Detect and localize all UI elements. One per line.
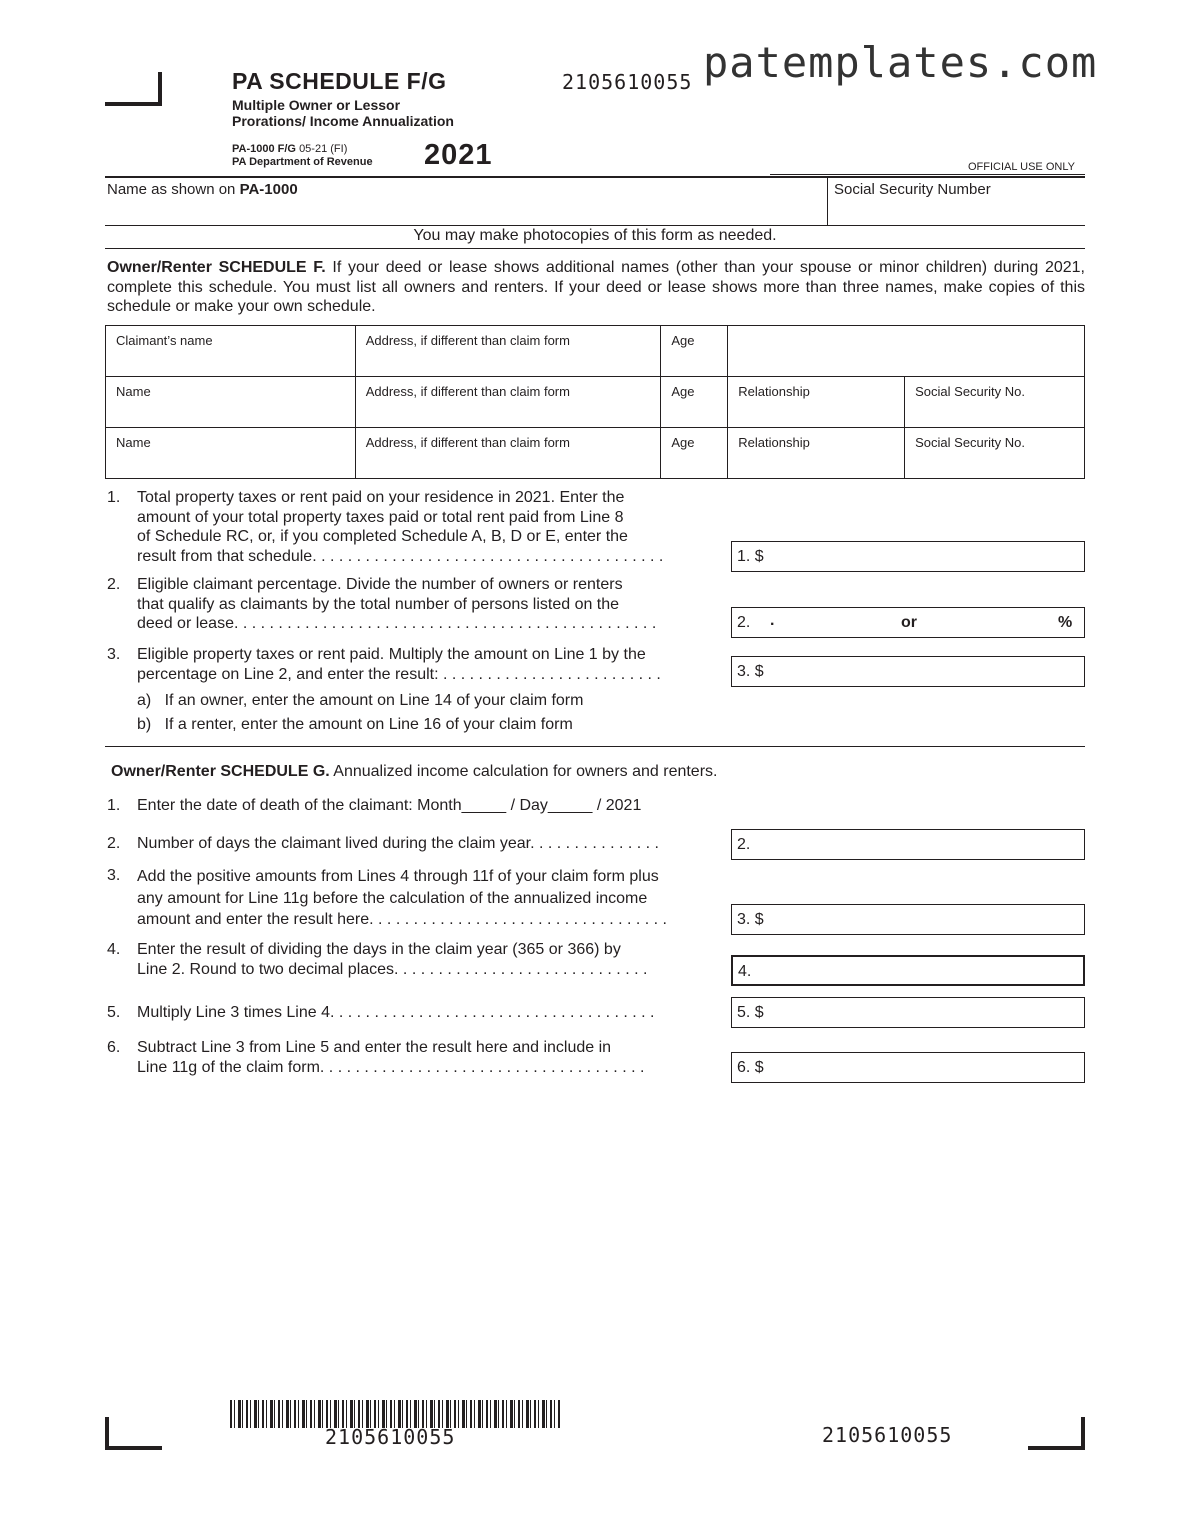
name-field[interactable] [105,200,827,225]
official-use-label: OFFICIAL USE ONLY [968,161,1075,173]
ssn-field-label: Social Security Number [834,181,991,198]
or-label: or [901,614,917,631]
claimant-name-cell[interactable]: Claimant’s name [106,326,356,377]
form-code-date: 05-21 (FI) [299,143,348,155]
watermark-text: patemplates.com [703,38,1098,87]
schedule-g-heading: Owner/Renter SCHEDULE G. [111,763,330,780]
schedule-f-intro [107,258,1085,317]
owner-relationship-cell[interactable]: Relationship [728,428,905,479]
schedule-f-line-1-field[interactable] [731,541,1085,572]
line-text: any amount for Line 11g before the calculation of the annualized income [137,889,648,907]
line-text: that qualify as claimants by the total number of persons listed on the [137,595,620,613]
line-number: 3. [107,646,121,663]
line-number: 6. [107,1039,121,1056]
form-subtitle-1: Multiple Owner or Lessor [232,97,401,113]
name-field-label [107,181,298,198]
line-text: result from that schedule. . . . . . . . . . . . . . . . . . . . . . . . . . . . . . . . . . . . . . . . [137,547,664,565]
divider [105,746,1085,747]
schedule-g-line-2-field[interactable] [731,829,1085,860]
claimant-age-cell[interactable]: Age [661,326,728,377]
owner-ssn-cell[interactable]: Social Security No. [905,428,1085,479]
doc-number-bottom: 2105610055 [822,1423,953,1447]
line-text: deed or lease. . . . . . . . . . . . . . . . . . . . . . . . . . . . . . . . . . . . . . . . . . . . . . . . [137,615,657,632]
form-subtitle-2: Prorations/ Income Annualization [232,113,454,129]
line-text: Multiply Line 3 times Line 4. . . . . . . . . . . . . . . . . . . . . . . . . . . . . . . . . . . . . [137,1004,655,1021]
field-label: 5. $ [737,1004,764,1021]
field-label: 1. $ [737,548,764,565]
name-label-prefix: Name as shown on [107,181,240,198]
line-number: 2. [107,835,121,852]
schedule-g-intro [111,762,717,782]
barcode-number: 2105610055 [325,1425,456,1449]
schedule-g-line-5-field[interactable] [731,997,1085,1028]
divider [105,248,1085,249]
owner-age-cell[interactable]: Age [661,428,728,479]
line-text: Enter the result of dividing the days in the claim year (365 or 366) by [137,941,621,958]
line-text: Number of days the claimant lived during the claim year. . . . . . . . . . . . . . . [137,835,659,852]
line-text: amount and enter the result here. . . . . . . . . . . . . . . . . . . . . . . . . . . . . . . . . . [137,911,667,928]
line-text: amount of your total property taxes paid or total rent paid from Line 8 [137,508,624,526]
line-text: Eligible property taxes or rent paid. Multiply the amount on Line 1 by the [137,646,646,663]
table-row [106,326,1085,377]
table-row [106,377,1085,428]
schedule-f-line-3-field[interactable] [731,656,1085,687]
decimal-point: . [770,612,775,629]
name-label-bold: PA-1000 [239,181,298,198]
barcode [230,1400,560,1428]
owner-address-cell[interactable]: Address, if different than claim form [355,428,661,479]
line-number: 1. [107,489,121,506]
schedule-g-line-3-field[interactable] [731,904,1085,935]
line-text: Total property taxes or rent paid on your residence in 2021. Enter the [137,489,625,506]
corner-mark-bottom-left [105,1417,162,1450]
photocopy-note: You may make photocopies of this form as needed. [413,227,777,244]
schedule-g-intro-text: Annualized income calculation for owners and renters. [329,763,718,780]
form-year: 2021 [424,139,493,171]
line-number: 2. [107,576,121,593]
divider [105,225,1085,226]
form-code-id: PA-1000 F/G [232,143,296,155]
claimant-address-cell[interactable]: Address, if different than claim form [355,326,661,377]
schedule-f-heading: Owner/Renter SCHEDULE F. [107,259,326,276]
field-label: 3. $ [737,911,764,928]
schedule-f-intro-text: If your deed or lease shows additional names (other than your spouse or minor children) during 2021, complete this schedule. You must list all owners and renters. If your deed or lease shows more than three names, make copies of this schedule or make your own schedule. [107,259,1086,315]
ssn-field[interactable] [829,200,1085,225]
line-text[interactable]: Enter the date of death of the claimant: Month_____ / Day_____ / 2021 [137,797,642,814]
line-number: 3. [107,867,121,884]
line-text: Subtract Line 3 from Line 5 and enter the result here and include in [137,1039,612,1056]
line-number: 4. [107,941,121,958]
schedule-f-sub-a: a) If an owner, enter the amount on Line 14 of your claim form [137,692,584,709]
doc-number-top: 2105610055 [562,70,693,94]
owners-table [105,325,1085,479]
corner-mark-bottom-right [1028,1417,1085,1450]
owner-name-cell[interactable]: Name [106,428,356,479]
field-label: 2. [737,614,751,631]
line-text: of Schedule RC, or, if you completed Schedule A, B, D or E, enter the [137,528,628,545]
field-label: 2. [737,836,751,853]
form-title: PA SCHEDULE F/G [232,68,447,94]
owner-address-cell[interactable]: Address, if different than claim form [355,377,661,428]
owner-name-cell[interactable]: Name [106,377,356,428]
corner-mark-top-left [105,72,162,106]
owner-relationship-cell[interactable]: Relationship [728,377,905,428]
line-text: Line 11g of the claim form. . . . . . . . . . . . . . . . . . . . . . . . . . . . . . . . . . . . . [137,1058,645,1076]
line-text: Line 2. Round to two decimal places. . . . . . . . . . . . . . . . . . . . . . . . . . . . . [137,960,648,978]
official-use-line [770,174,1085,175]
owner-ssn-cell[interactable]: Social Security No. [905,377,1085,428]
line-number: 5. [107,1004,121,1021]
form-code [232,143,347,156]
line-text: percentage on Line 2, and enter the result: . . . . . . . . . . . . . . . . . . . . . . . . . [137,665,661,683]
divider [105,176,1085,178]
schedule-f-line-2-field[interactable] [731,607,1085,638]
blank-cell [728,326,1085,377]
percent-sign: % [1058,614,1073,631]
schedule-g-line-6-field[interactable] [731,1052,1085,1083]
line-text: Eligible claimant percentage. Divide the number of owners or renters [137,576,623,593]
field-label: 6. $ [737,1059,764,1076]
department-name: PA Department of Revenue [232,156,373,168]
field-label: 3. $ [737,663,764,680]
field-label: 4. [738,963,752,980]
owner-age-cell[interactable]: Age [661,377,728,428]
divider [827,177,828,225]
table-row [106,428,1085,479]
line-text: Add the positive amounts from Lines 4 through 11f of your claim form plus [137,868,659,885]
line-number: 1. [107,797,121,814]
schedule-g-line-4-field[interactable] [731,955,1085,986]
schedule-f-sub-b: b) If a renter, enter the amount on Line 16 of your claim form [137,716,573,733]
